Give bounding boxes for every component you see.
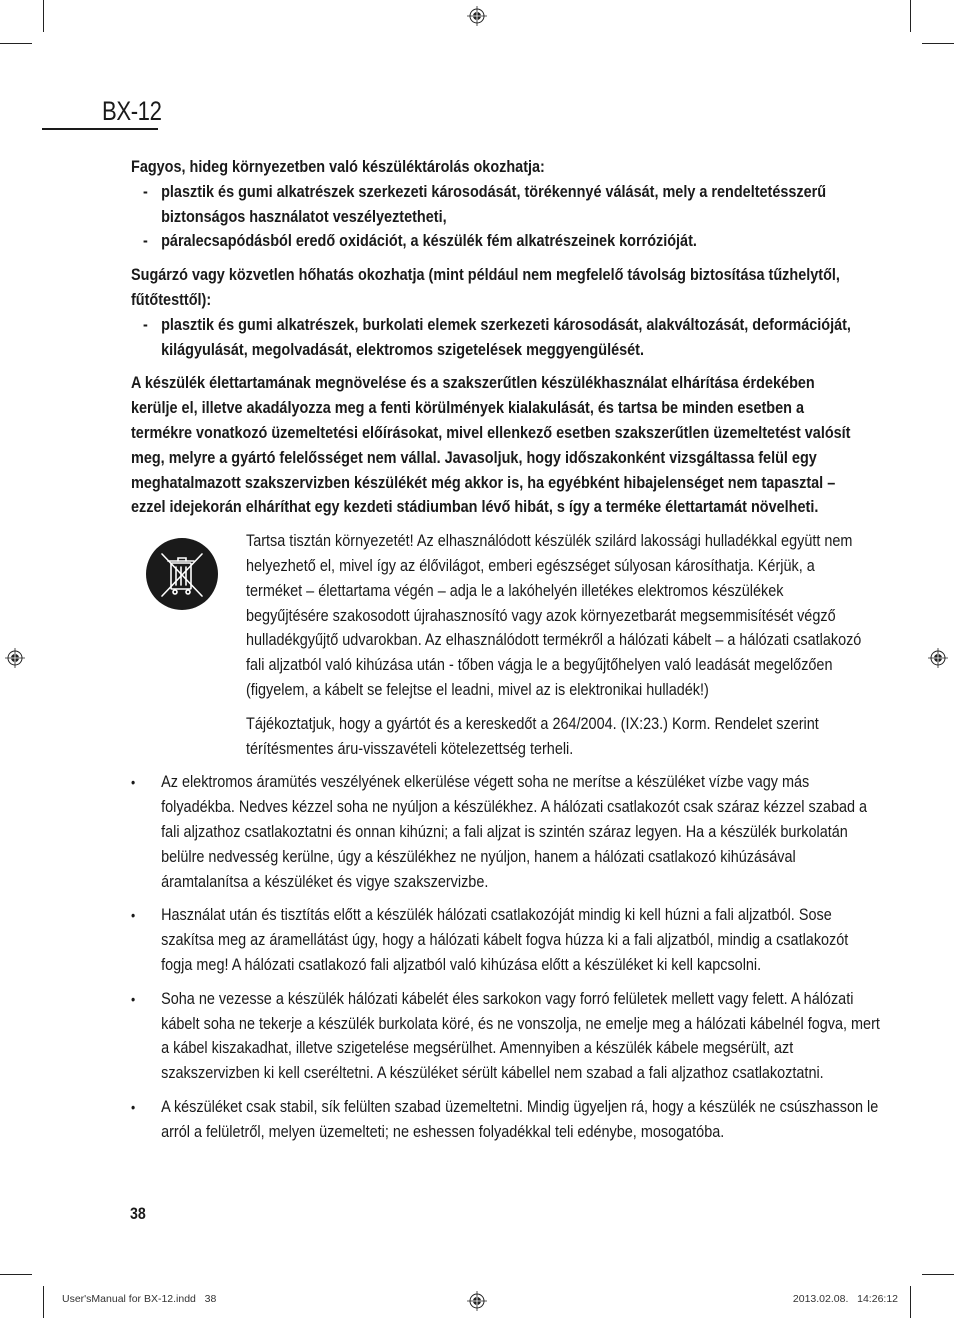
lifetime-text: A készülék élettartamának megnövelése és a szakszerűtlen készülékhasználat elhárítása érdekében kerülje el, illetve akadályozza meg a fenti körülmények kialakulását, és tartsa be minden esetben a termékre vonatkozó üzemeltetési előírásokat, mivel ellenkező esetben szakszerűtlen üzemeltetést valósít meg, melyre a gyártó felelősséget nem vállal. Javasoljuk, hogy időszakonként vizsgáltassa felül egy meghatalmazott szakszervizben készülékét még akkor is, ha egyébként hibajelenséget nem tapasztal – ezzel idejekorán elháríthat egy kezdeti stádiumban lévő hibát, s így a terméke élettartamát növelheti. bbox=[131, 373, 851, 517]
crop-mark bbox=[43, 1286, 44, 1318]
bullet-icon: • bbox=[131, 1098, 136, 1115]
list-item: • Használat után és tisztítás előtt a készülék hálózati csatlakozóját mindig ki kell húzni a fali aljzatból. Sose szakítsa meg az áramellátást úgy, hogy a hálózati kábelt fogva húzza ki a fali aljzatból, mindig a csatlakozót fogja meg! A hálózati csatlakozó fali aljzatból való kihúzása előtt a készüléket ki kell kapcsolni. bbox=[131, 905, 849, 974]
cold-section bbox=[131, 155, 851, 254]
footer-timestamp: 2013.02.08. 14:26:12 bbox=[792, 1293, 898, 1305]
cold-intro: Fagyos, hideg környezetben való készüléktárolás okozhatja: bbox=[131, 157, 545, 176]
crop-mark bbox=[0, 1274, 32, 1275]
crop-mark bbox=[43, 0, 44, 32]
registration-mark-icon bbox=[467, 6, 487, 26]
bullet-icon: • bbox=[131, 774, 136, 791]
page-content bbox=[131, 155, 880, 1153]
list-item: - plasztik és gumi alkatrészek szerkezeti károsodását, törékennyé válását, mely a rendeltetésszerű biztonságos használatot veszélyeztetheti, bbox=[143, 181, 827, 226]
recycle-paragraph: Tartsa tisztán környezetét! Az elhasználódott készülék szilárd lakossági hulladékkal együtt nem helyezhető el, mivel így az élővilágot, emberi egészséget súlyosan károsíthatja. Kérjük, a terméket – élettartama végén – adja le a lakóhelyén illetékes elektromos készülékek begyűjtésére szakosodott újrahasznosító vagy azok környezetbarát megsemmisítését végző hulladékgyűjtő udvarokban. Az elhasználódott termékről a hálózati kábelt – a hálózati csatlakozó fali aljzatból való kihúzása után - tőben vágja le a begyűjtőhelyen való leadását megelőzően (figyelem, a kábelt se felejtse el leadni, mivel az is elektronikai hulladék!) bbox=[246, 531, 862, 699]
cold-list bbox=[131, 180, 852, 254]
safety-bullets bbox=[131, 770, 880, 1144]
list-item: • A készüléket csak stabil, sík felülten szabad üzemeltetni. Mindig ügyeljen rá, hogy a készülék ne csúszhasson le arról a felületről, melyen üzemelteti; ne eshessen folyadékkal teli edénybe, mosogatóba. bbox=[131, 1096, 879, 1141]
recycle-text bbox=[246, 529, 954, 761]
weee-crossed-bin-icon bbox=[145, 537, 219, 611]
crop-mark bbox=[922, 1274, 954, 1275]
recycle-section bbox=[131, 529, 862, 761]
page-number: 38 bbox=[130, 1205, 146, 1223]
crop-mark bbox=[910, 0, 911, 32]
bullet-icon: • bbox=[131, 907, 136, 924]
footer-filename: User'sManual for BX-12.indd 38 bbox=[62, 1293, 217, 1305]
heat-list bbox=[131, 313, 852, 363]
crop-mark bbox=[910, 1286, 911, 1318]
lifetime-section bbox=[131, 371, 851, 520]
registration-mark-icon bbox=[5, 648, 25, 668]
list-item: • Az elektromos áramütés veszélyének elkerülése végett soha ne merítse a készüléket vízbe vagy más folyadékba. Nedves kézzel soha ne nyúljon a készülékhez. A hálózati csatlakozót csak száraz kézzel szabad a fali aljzathoz csatlakoztatni és onnan kihúzni; a fali aljzat is szintén száraz legyen. Ha a készülék burkolatán belülre nedvesség kerülne, úgy a készülékhez ne nyúljon, hanem a hálózati csatlakozó kihúzásával áramtalanítsa a készüléket és vigye szakszervizbe. bbox=[131, 772, 868, 891]
bullet-icon: • bbox=[131, 990, 136, 1007]
list-item: - páralecsapódásból eredő oxidációt, a készülék fém alkatrészeinek korrózióját. bbox=[143, 231, 697, 251]
list-item: • Soha ne vezesse a készülék hálózati kábelét éles sarkokon vagy forró felületek mellett vagy felett. A hálózati kábelt soha ne tekerje a készülék burkolata köré, és ne vonszolja, ne emelje meg a hálózati kábelnél fogva, mert a kábel kiszakadhat, illetve szigetelése megsérülhet. Amennyiben a készülék kábele megsérült, azt szakszervizben ki kell cseréltetni. A készüléket sérült kábellel nem szabad a fali aljzathoz csatlakoztatni. bbox=[131, 988, 880, 1083]
heat-section bbox=[131, 263, 851, 362]
registration-mark-icon bbox=[467, 1291, 487, 1311]
list-item: - plasztik és gumi alkatrészek, burkolati elemek szerkezeti károsodását, alakváltozását, deformációját, kilágyulását, megolvadását, elektromos szigetelések meggyengülését. bbox=[143, 314, 851, 359]
header-rule bbox=[42, 128, 158, 130]
model-title: BX-12 bbox=[102, 96, 162, 126]
crop-mark bbox=[922, 43, 954, 44]
crop-mark bbox=[0, 43, 32, 44]
heat-intro: Sugárzó vagy közvetlen hőhatás okozhatja (mint például nem megfelelő távolság biztosítása tűzhelytől, fűtőtesttől): bbox=[131, 265, 840, 309]
recycle-legal-paragraph: Tájékoztatjuk, hogy a gyártót és a kereskedőt a 264/2004. (IX:23.) Korm. Rendelet szerint térítésmentes áru-visszavételi kötelezettség terheli. bbox=[246, 713, 819, 758]
